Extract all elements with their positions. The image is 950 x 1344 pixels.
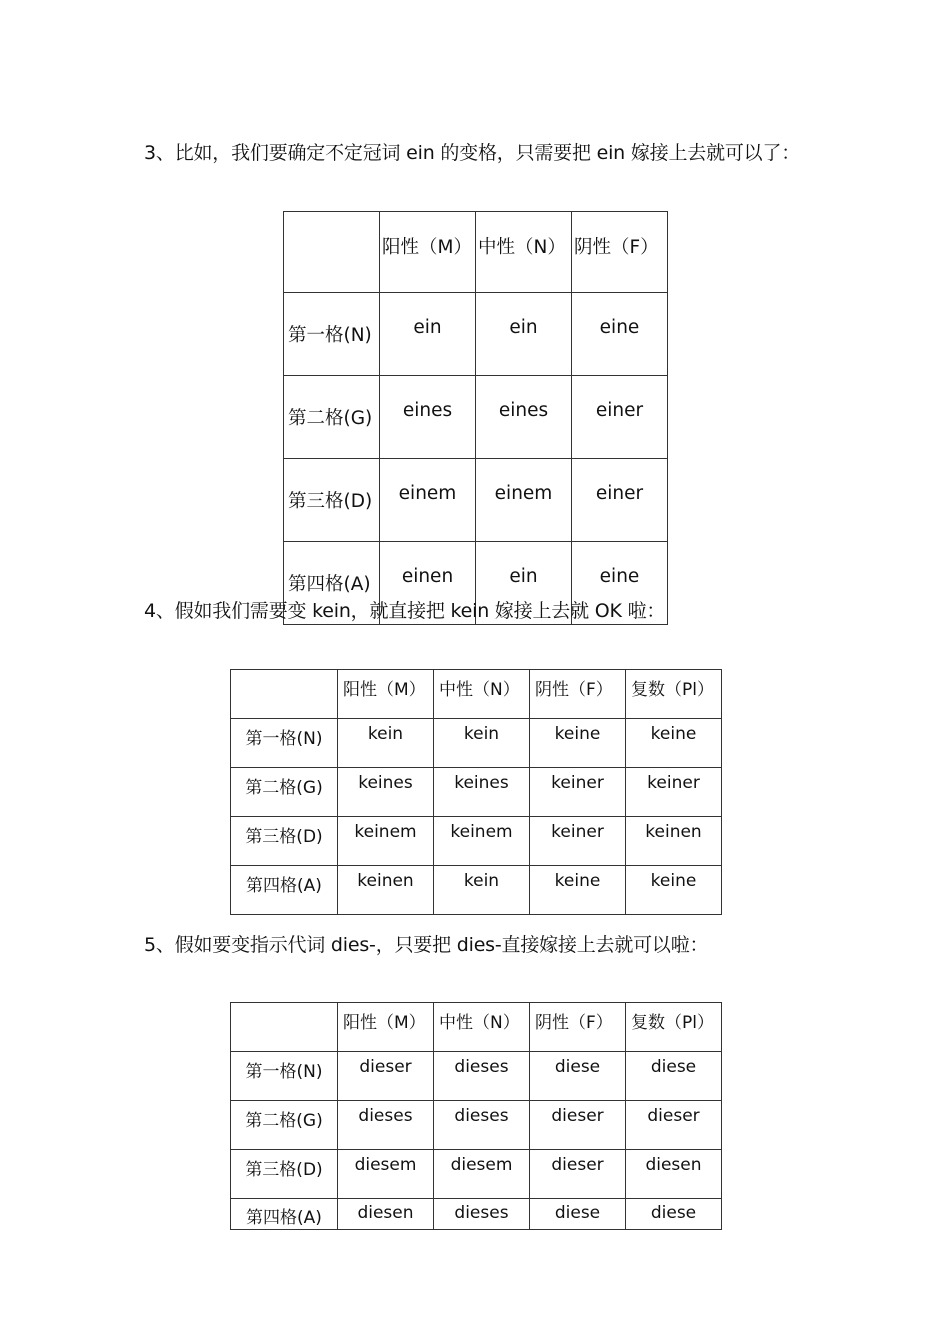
- table-cell: dieses: [434, 1101, 530, 1150]
- header-masculine: 阳性（M）: [338, 670, 434, 719]
- table-cell: keiner: [530, 817, 626, 866]
- table-row: [231, 719, 722, 768]
- table-cell: einer: [572, 459, 668, 542]
- header-neuter: 中性（N）: [434, 670, 530, 719]
- table-cell: diesen: [338, 1199, 434, 1230]
- table-header-row: [284, 212, 668, 293]
- table-cell: keine: [626, 719, 722, 768]
- table-row: [231, 1101, 722, 1150]
- table-cell: eines: [380, 376, 476, 459]
- paragraph-section-4: 4、假如我们需要变 kein，就直接把 kein 嫁接上去就 OK 啦：: [144, 600, 666, 622]
- table-cell: dieses: [338, 1101, 434, 1150]
- paragraph-section-3: 3、比如，我们要确定不定冠词 ein 的变格，只需要把 ein 嫁接上去就可以了：: [144, 142, 801, 164]
- header-plural: 复数（Pl）: [626, 670, 722, 719]
- row-header-accusative: 第四格(A): [231, 1199, 338, 1230]
- table-row: [231, 1199, 722, 1230]
- table-ein-declension: [283, 211, 668, 625]
- table-cell: keiner: [626, 768, 722, 817]
- table-cell: ein: [380, 293, 476, 376]
- row-header-nominative: 第一格(N): [231, 1052, 338, 1101]
- table-cell: diese: [626, 1199, 722, 1230]
- row-header-dative: 第三格(D): [231, 817, 338, 866]
- table-cell: kein: [434, 866, 530, 915]
- paragraph-section-5: 5、假如要变指示代词 dies-，只要把 dies-直接嫁接上去就可以啦：: [144, 934, 709, 956]
- row-header-nominative: 第一格(N): [284, 293, 380, 376]
- table-cell: ein: [476, 293, 572, 376]
- table-kein-declension: [230, 669, 722, 915]
- row-header-nominative: 第一格(N): [231, 719, 338, 768]
- table-cell: einem: [380, 459, 476, 542]
- header-feminine: 阴性（F）: [530, 1003, 626, 1052]
- header-feminine: 阴性（F）: [572, 212, 668, 293]
- table-cell: einer: [572, 376, 668, 459]
- table-cell: diesen: [626, 1150, 722, 1199]
- table-cell: dieser: [338, 1052, 434, 1101]
- table-cell: eine: [572, 293, 668, 376]
- table-cell: dieser: [530, 1101, 626, 1150]
- table-cell: einem: [476, 459, 572, 542]
- table-row: [231, 866, 722, 915]
- header-plural: 复数（Pl）: [626, 1003, 722, 1052]
- table-header-row: [231, 1003, 722, 1052]
- table-cell: keine: [626, 866, 722, 915]
- table-cell: keine: [530, 866, 626, 915]
- table-cell: kein: [434, 719, 530, 768]
- table-cell: keinem: [434, 817, 530, 866]
- table-cell: keine: [530, 719, 626, 768]
- row-header-dative: 第三格(D): [231, 1150, 338, 1199]
- table-cell: keinen: [338, 866, 434, 915]
- table-row: [284, 459, 668, 542]
- table-row: [231, 817, 722, 866]
- row-header-genitive: 第二格(G): [231, 768, 338, 817]
- table-cell: dieser: [626, 1101, 722, 1150]
- table-row: [231, 1150, 722, 1199]
- table-cell: keinen: [626, 817, 722, 866]
- row-header-genitive: 第二格(G): [284, 376, 380, 459]
- table-row: [284, 376, 668, 459]
- table-row: [231, 768, 722, 817]
- table-cell: diese: [530, 1052, 626, 1101]
- header-masculine: 阳性（M）: [380, 212, 476, 293]
- table-cell: diese: [626, 1052, 722, 1101]
- corner-cell: [284, 212, 380, 293]
- table-dies-declension: [230, 1002, 722, 1230]
- table-cell: dieses: [434, 1052, 530, 1101]
- table-cell: diese: [530, 1199, 626, 1230]
- corner-cell: [231, 670, 338, 719]
- table-cell: eine: [572, 542, 668, 625]
- table-cell: kein: [338, 719, 434, 768]
- table-cell: keiner: [530, 768, 626, 817]
- table-row: [231, 1052, 722, 1101]
- table-cell: keines: [338, 768, 434, 817]
- table-cell: einen: [380, 542, 476, 625]
- table-cell: keinem: [338, 817, 434, 866]
- table-cell: dieser: [530, 1150, 626, 1199]
- table-cell: dieses: [434, 1199, 530, 1230]
- row-header-accusative: 第四格(A): [231, 866, 338, 915]
- table-row: [284, 293, 668, 376]
- row-header-dative: 第三格(D): [284, 459, 380, 542]
- table-cell: eines: [476, 376, 572, 459]
- row-header-genitive: 第二格(G): [231, 1101, 338, 1150]
- header-feminine: 阴性（F）: [530, 670, 626, 719]
- table-cell: keines: [434, 768, 530, 817]
- header-masculine: 阳性（M）: [338, 1003, 434, 1052]
- header-neuter: 中性（N）: [476, 212, 572, 293]
- table-header-row: [231, 670, 722, 719]
- row-header-accusative: 第四格(A): [284, 542, 380, 625]
- table-cell: diesem: [434, 1150, 530, 1199]
- header-neuter: 中性（N）: [434, 1003, 530, 1052]
- table-cell: diesem: [338, 1150, 434, 1199]
- corner-cell: [231, 1003, 338, 1052]
- table-cell: ein: [476, 542, 572, 625]
